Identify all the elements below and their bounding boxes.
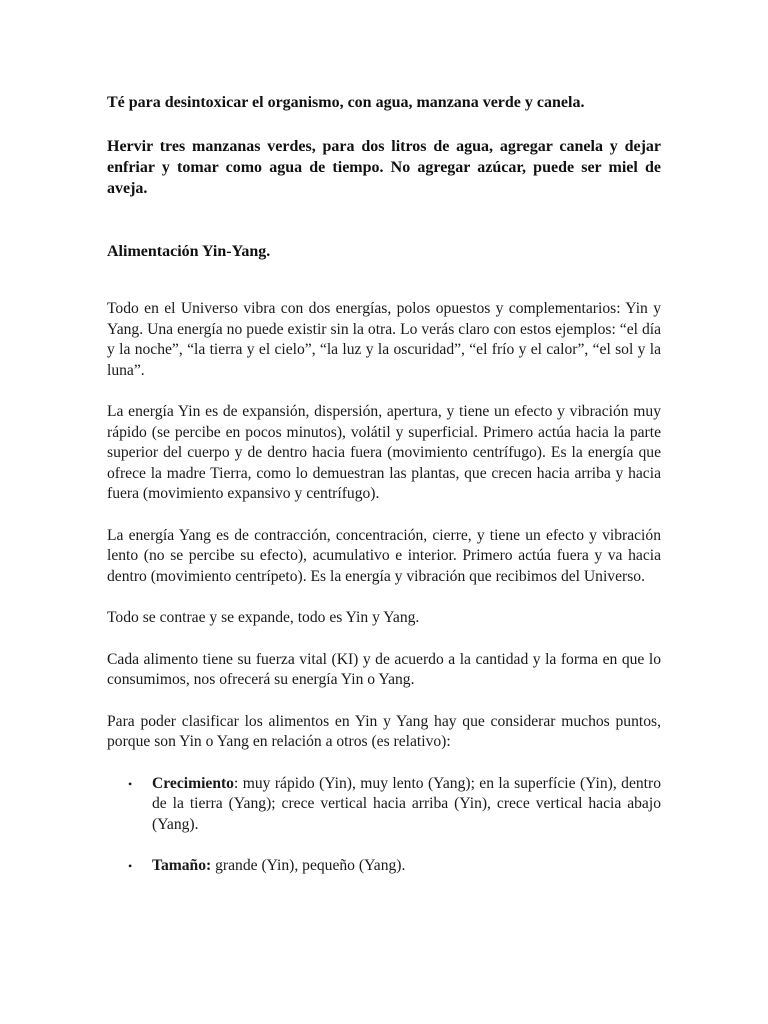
- paragraph-classify: Para poder clasificar los alimentos en Yin y Yang hay que considerar muchos puntos, porque son Yin o Yang en relación a otros (es relativo):: [107, 712, 661, 750]
- paragraph-yin: La energía Yin es de expansión, dispersión, apertura, y tiene un efecto y vibración muy rápido (se percibe en pocos minutos), volátil y superficial. Primero actúa hacia la parte superior del cuerpo y de dentro hacia fuera (movimiento centrífugo). Es la energía que ofrece la madre Tierra, como lo demuestran las plantas, que crecen hacia arriba y hacia fuera (movimiento expansivo y centrífugo).: [107, 403, 661, 502]
- list-item-growth: [107, 774, 661, 836]
- bullet-marker: •: [128, 776, 133, 791]
- list-item-text: grande (Yin), pequeño (Yang).: [211, 857, 406, 874]
- paragraph-yang: La energía Yang es de contracción, concentración, cierre, y tiene un efecto y vibración lento (no se percibe su efecto), acumulativo e interior. Primero actúa fuera y va hacia dentro (movimiento centrípeto). Es la energía y vibración que recibimos del Universo.: [107, 526, 661, 585]
- paragraph-vital-force: Cada alimento tiene su fuerza vital (KI) y de acuerdo a la cantidad y la forma en que lo consumimos, nos ofrecerá su energía Yin o Yang.: [107, 650, 661, 688]
- section-heading: Alimentación Yin-Yang.: [107, 243, 271, 260]
- list-item-text: : muy rápido (Yin), muy lento (Yang); en la superfície (Yin), dentro de la tierra (Yang); crece vertical hacia arriba (Yin), crece vertical hacia abajo (Yang).: [152, 774, 661, 833]
- criteria-list: [107, 774, 661, 877]
- list-item-term: Crecimiento: [152, 774, 234, 792]
- list-item-size: [107, 856, 661, 877]
- bullet-marker: •: [128, 859, 133, 873]
- paragraph-contract-expand: Todo se contrae y se expande, todo es Yin y Yang.: [107, 609, 420, 626]
- list-item-term: Tamaño:: [152, 857, 212, 874]
- recipe-instructions: Hervir tres manzanas verdes, para dos litros de agua, agregar canela y dejar enfriar y tomar como agua de tiempo. No agregar azúcar, puede ser miel de aveja.: [107, 138, 661, 197]
- recipe-title: Té para desintoxicar el organismo, con agua, manzana verde y canela.: [107, 94, 585, 111]
- document-page: [107, 92, 661, 898]
- paragraph-universe: Todo en el Universo vibra con dos energías, polos opuestos y complementarios: Yin y Yang. Una energía no puede existir sin la otra. Lo verás claro con estos ejemplos: “el día y la noche”, “la tierra y el cielo”, “la luz y la oscuridad”, “el frío y el calor”, “el sol y la luna”.: [107, 300, 661, 379]
